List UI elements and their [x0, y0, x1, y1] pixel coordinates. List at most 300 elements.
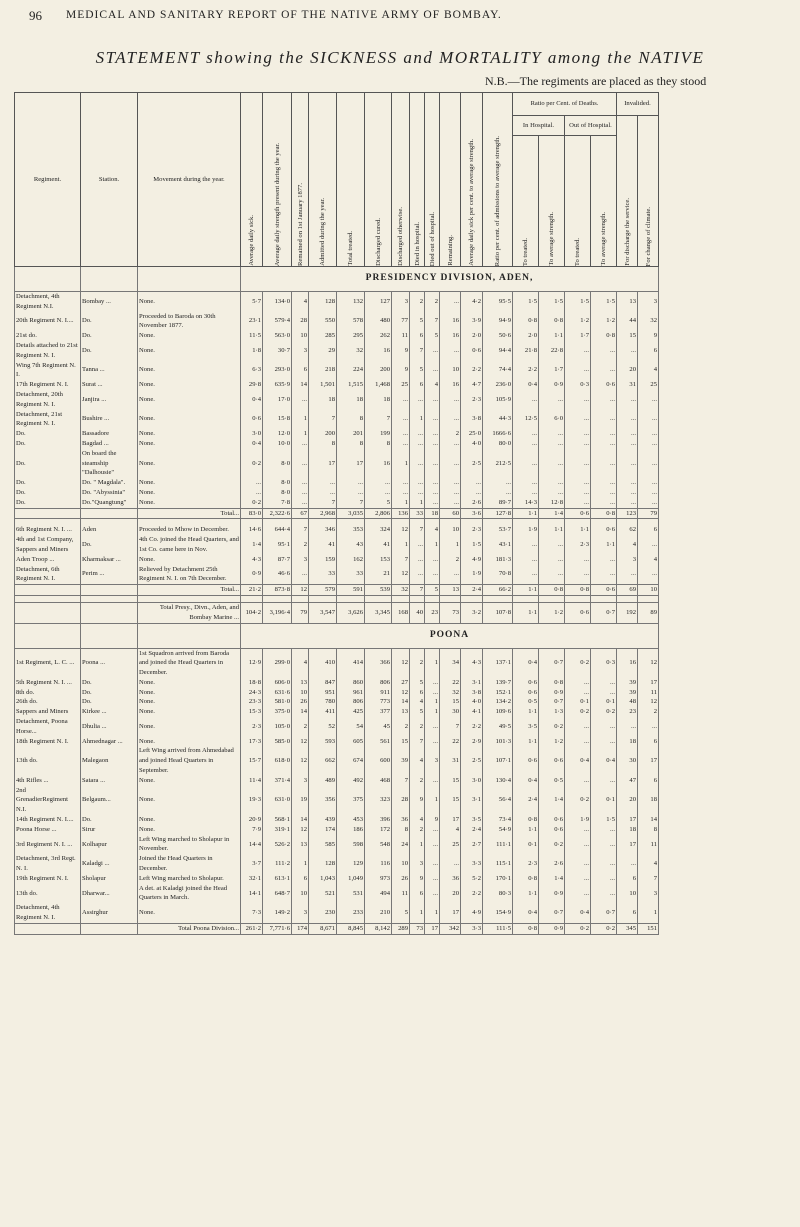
empty-cell [263, 595, 292, 602]
table-cell: 89·7 [483, 498, 513, 508]
table-cell: 44·3 [483, 410, 513, 430]
total-cell: 1·1 [513, 585, 539, 596]
total-label: Total Presy., Divn., Aden, and Bombay Marine ... [138, 602, 241, 623]
table-cell: 52 [309, 717, 337, 737]
table-cell: 1 [392, 535, 410, 555]
table-cell: ... [638, 498, 659, 508]
total-cell: 0·6 [565, 602, 591, 623]
table-cell: None. [138, 678, 241, 688]
table-cell: Do. [15, 498, 81, 508]
section-heading-row [15, 267, 659, 292]
table-cell: 10 [292, 884, 309, 904]
table-cell: 4·0 [461, 697, 483, 707]
table-cell: 2 [392, 717, 410, 737]
table-cell: Janjira ... [81, 390, 138, 410]
total-cell: 0·9 [539, 923, 565, 934]
empty-cell [638, 595, 659, 602]
table-cell: 0·6 [539, 825, 565, 835]
header-inv-climate: For change of climate. [644, 206, 652, 266]
table-cell: 1,049 [337, 874, 365, 884]
total-cell [81, 508, 138, 519]
table-cell: 7 [410, 341, 425, 361]
table-cell: 4 [440, 825, 461, 835]
table-cell: 15 [392, 737, 410, 747]
table-cell: 105·0 [263, 717, 292, 737]
total-cell: 591 [337, 585, 365, 596]
table-cell: ... [591, 488, 617, 498]
table-cell: 0·4 [241, 439, 263, 449]
table-cell: ... [440, 439, 461, 449]
table-cell: 132 [337, 292, 365, 312]
total-cell: 289 [392, 923, 410, 934]
total-label: Total... [138, 508, 241, 519]
table-cell: 1st Regiment, L. C. ... [15, 648, 81, 678]
table-cell: 16 [365, 341, 392, 361]
table-cell: ... [591, 498, 617, 508]
table-cell: 600 [365, 746, 392, 775]
table-cell: 1·1 [513, 707, 539, 717]
table-cell: 32 [337, 341, 365, 361]
table-cell: ... [638, 390, 659, 410]
table-cell: 1·5 [513, 292, 539, 312]
table-row [15, 776, 659, 786]
table-cell: 2·5 [461, 746, 483, 775]
table-cell: 578 [337, 312, 365, 332]
total-cell: 73 [440, 602, 461, 623]
table-cell: ... [617, 410, 638, 430]
table-cell: 396 [365, 815, 392, 825]
table-cell: 14·4 [241, 835, 263, 855]
table-cell: 3·1 [461, 678, 483, 688]
table-cell: 285 [309, 331, 337, 341]
table-cell: 356 [309, 786, 337, 815]
total-cell: 3,035 [337, 508, 365, 519]
empty-cell [513, 595, 539, 602]
table-cell: 2·6 [461, 498, 483, 508]
table-cell: 439 [309, 815, 337, 825]
table-row [15, 786, 659, 815]
total-cell: 3,626 [337, 602, 365, 623]
table-cell: 17 [617, 815, 638, 825]
table-row [15, 717, 659, 737]
table-cell: ... [425, 390, 440, 410]
total-cell: 89 [638, 602, 659, 623]
table-cell: 15 [440, 697, 461, 707]
table-cell: 73·4 [483, 815, 513, 825]
total-cell: 123 [617, 508, 638, 519]
table-cell: 224 [337, 361, 365, 381]
total-cell: 1·1 [513, 508, 539, 519]
table-cell: 0·6 [241, 410, 263, 430]
total-cell: 3,547 [309, 602, 337, 623]
table-cell: 3 [292, 903, 309, 923]
table-cell: None. [138, 478, 241, 488]
table-row [15, 439, 659, 449]
table-cell: ... [565, 884, 591, 904]
table-cell: 116 [365, 854, 392, 874]
table-cell: Sirur [81, 825, 138, 835]
table-cell: Dhulia ... [81, 717, 138, 737]
table-cell: 0·6 [461, 341, 483, 361]
table-cell: ... [425, 678, 440, 688]
table-cell: ... [617, 449, 638, 478]
table-cell: 0·7 [539, 903, 565, 923]
table-cell: None. [138, 688, 241, 698]
table-cell: 11 [638, 688, 659, 698]
table-cell: 2·9 [461, 737, 483, 747]
table-cell: ... [241, 478, 263, 488]
table-cell: 10 [292, 331, 309, 341]
table-row [15, 688, 659, 698]
table-cell: 16 [617, 648, 638, 678]
table-cell: ... [425, 825, 440, 835]
table-cell: 74·4 [483, 361, 513, 381]
table-cell: ... [425, 449, 440, 478]
table-cell: 1·5 [565, 292, 591, 312]
table-cell: 14·3 [513, 498, 539, 508]
table-cell: 323 [365, 786, 392, 815]
table-row [15, 341, 659, 361]
table-row [15, 361, 659, 381]
table-cell: ... [565, 390, 591, 410]
table-cell: ... [241, 488, 263, 498]
table-cell: ... [513, 439, 539, 449]
table-cell: 233 [337, 903, 365, 923]
table-cell: 7 [392, 776, 410, 786]
total-cell [15, 585, 81, 596]
table-cell: 1·1 [539, 331, 565, 341]
table-cell: 7 [309, 498, 337, 508]
table-cell: None. [138, 292, 241, 312]
table-cell: 1·8 [241, 341, 263, 361]
table-cell: Do. [15, 488, 81, 498]
table-cell: 80·0 [483, 439, 513, 449]
table-cell: ... [440, 410, 461, 430]
table-cell: 105·9 [483, 390, 513, 410]
table-cell: Do. [15, 478, 81, 488]
table-cell: 2·6 [539, 854, 565, 874]
table-cell: 0·2 [565, 786, 591, 815]
table-cell: 12 [392, 565, 410, 585]
empty-cell [365, 595, 392, 602]
table-cell: 1 [410, 410, 425, 430]
table-cell: ... [425, 737, 440, 747]
empty-cell [15, 267, 81, 292]
table-cell: ... [565, 488, 591, 498]
total-cell: 0·8 [565, 585, 591, 596]
table-cell: ... [461, 488, 483, 498]
table-cell: 0·1 [513, 835, 539, 855]
table-cell: 19 [292, 786, 309, 815]
total-cell: 2,968 [309, 508, 337, 519]
table-cell: 0·7 [539, 697, 565, 707]
table-cell: 2 [410, 292, 425, 312]
table-cell: 7 [410, 525, 425, 535]
table-cell: ... [638, 717, 659, 737]
table-cell: 1 [440, 535, 461, 555]
table-row [15, 555, 659, 565]
table-cell: 353 [337, 525, 365, 535]
table-cell: 26th do. [15, 697, 81, 707]
header-out-strength: To average strength. [600, 212, 607, 266]
table-cell: 4th Rifles ... [15, 776, 81, 786]
table-cell: None. [138, 825, 241, 835]
header-inv-service: For discharge the service. [623, 198, 631, 266]
table-cell: 9 [425, 815, 440, 825]
table-cell: 2·4 [513, 786, 539, 815]
table-cell: 1·5 [591, 292, 617, 312]
total-cell: 1·4 [539, 508, 565, 519]
table-cell: 111·2 [263, 854, 292, 874]
empty-cell [410, 595, 425, 602]
total-cell: 104·2 [241, 602, 263, 623]
table-cell: ... [617, 488, 638, 498]
total-cell: 3·2 [461, 602, 483, 623]
table-cell: ... [565, 825, 591, 835]
table-cell: 115·1 [483, 854, 513, 874]
total-cell: 0·8 [591, 508, 617, 519]
table-cell: 9 [410, 786, 425, 815]
table-cell: 806 [337, 697, 365, 707]
table-cell: ... [410, 535, 425, 555]
table-cell: ... [292, 498, 309, 508]
table-cell: 3 [292, 555, 309, 565]
table-cell: ... [591, 410, 617, 430]
table-cell: 5th Regiment N. I. ... [15, 678, 81, 688]
table-cell: 5·2 [461, 874, 483, 884]
total-cell: 136 [392, 508, 410, 519]
table-cell: 134·0 [263, 292, 292, 312]
table-cell: 12 [292, 825, 309, 835]
table-cell: 1 [425, 786, 440, 815]
empty-cell [138, 267, 241, 292]
total-cell: 151 [638, 923, 659, 934]
header-adm-pct: Ratio per cent. of admissions to average strength. [494, 135, 501, 266]
table-cell: ... [617, 341, 638, 361]
table-cell: 4 [410, 697, 425, 707]
table-cell: 1 [392, 449, 410, 478]
table-cell: 6 [617, 903, 638, 923]
table-cell: 0·2 [591, 707, 617, 717]
table-row [15, 449, 659, 478]
table-cell: 7 [292, 525, 309, 535]
table-cell: ... [591, 341, 617, 361]
header-died-in: Died in hospital. [413, 222, 421, 266]
table-cell: 324 [365, 525, 392, 535]
total-cell: 1·1 [513, 602, 539, 623]
table-row [15, 525, 659, 535]
table-cell: 13 [292, 835, 309, 855]
table-cell: 521 [309, 884, 337, 904]
table-cell: 200 [309, 429, 337, 439]
table-cell: 375 [337, 786, 365, 815]
table-cell: 62 [617, 525, 638, 535]
table-cell: None. [138, 498, 241, 508]
table-cell: 0·1 [591, 786, 617, 815]
page-subtitle: N.B.—The regiments are placed as they stood [485, 74, 707, 88]
table-cell: Proceeded to Baroda on 30th November 1877. [138, 312, 241, 332]
table-cell: ... [565, 835, 591, 855]
table-row [15, 565, 659, 585]
table-cell: 4 [638, 555, 659, 565]
table-cell: Do. [15, 449, 81, 478]
table-row [15, 746, 659, 775]
table-cell: 44 [617, 312, 638, 332]
total-cell: 3,196·4 [263, 602, 292, 623]
table-cell: 1 [425, 535, 440, 555]
total-cell: 21·2 [241, 585, 263, 596]
table-cell: 0·7 [591, 903, 617, 923]
table-cell: 12 [638, 697, 659, 707]
table-cell: 5 [410, 361, 425, 381]
table-cell: 1·2 [591, 312, 617, 332]
table-cell: None. [138, 488, 241, 498]
table-cell: 18 [309, 390, 337, 410]
table-cell: 95·1 [263, 535, 292, 555]
table-cell: Ahmednagar ... [81, 737, 138, 747]
total-cell: 0·6 [565, 508, 591, 519]
table-cell: 0·4 [513, 648, 539, 678]
table-cell: 107·1 [483, 746, 513, 775]
table-cell: ... [617, 429, 638, 439]
table-cell: ... [591, 688, 617, 698]
table-cell: 606·0 [263, 678, 292, 688]
table-row [15, 292, 659, 312]
table-cell: Poona ... [81, 648, 138, 678]
table-cell: ... [410, 478, 425, 488]
table-cell: Wing 7th Regiment N. I. [15, 361, 81, 381]
table-cell: 613·1 [263, 874, 292, 884]
total-cell: 2·4 [461, 585, 483, 596]
table-cell: 0·6 [513, 678, 539, 688]
table-cell: 414 [337, 648, 365, 678]
total-cell: 342 [440, 923, 461, 934]
table-cell: 20 [440, 884, 461, 904]
table-cell: 425 [337, 707, 365, 717]
table-cell: 201 [337, 429, 365, 439]
table-cell: None. [138, 439, 241, 449]
total-cell: 2,322·6 [263, 508, 292, 519]
table-cell: 1 [410, 498, 425, 508]
table-cell: 662 [309, 746, 337, 775]
table-cell: ... [513, 478, 539, 488]
header-remaining: Remaining. [446, 235, 454, 266]
table-cell: 199 [365, 429, 392, 439]
page-title: STATEMENT showing the SICKNESS and MORTALITY among the NATIVE [95, 48, 705, 67]
table-cell: ... [410, 565, 425, 585]
empty-cell [81, 623, 138, 648]
table-cell: ... [425, 498, 440, 508]
total-row [15, 585, 659, 596]
table-cell: 4 [410, 746, 425, 775]
table-cell: Poona Horse ... [15, 825, 81, 835]
table-cell: 299·0 [263, 648, 292, 678]
table-cell: 10 [440, 525, 461, 535]
table-cell: 7·8 [263, 498, 292, 508]
total-cell: 8,671 [309, 923, 337, 934]
total-cell: 111·5 [483, 923, 513, 934]
table-cell: 17 [638, 678, 659, 688]
table-row [15, 678, 659, 688]
table-cell: 568·1 [263, 815, 292, 825]
table-cell: 218 [309, 361, 337, 381]
table-cell: 20 [617, 786, 638, 815]
table-cell: 137·1 [483, 648, 513, 678]
table-row [15, 874, 659, 884]
table-cell: 48 [617, 697, 638, 707]
table-cell: 4·9 [461, 903, 483, 923]
table-cell: ... [440, 478, 461, 488]
table-cell: ... [565, 429, 591, 439]
table-cell: 4th Co. joined the Head Quarters, and 1st Co. came here in Nov. [139, 536, 239, 553]
table-cell: 262 [365, 331, 392, 341]
table-cell: ... [617, 439, 638, 449]
table-cell: 15 [440, 776, 461, 786]
table-cell: Detachment, 20th Regiment N. I. [15, 390, 81, 410]
table-cell: 39 [392, 746, 410, 775]
table-cell: ... [425, 488, 440, 498]
table-cell: None. [138, 776, 241, 786]
table-cell: ... [591, 429, 617, 439]
table-cell: None. [138, 380, 241, 390]
table-cell: 806 [365, 678, 392, 688]
table-cell: ... [410, 449, 425, 478]
table-cell: 6th Regiment N. I. ... [15, 525, 81, 535]
table-cell: ... [565, 717, 591, 737]
table-cell: 4 [292, 292, 309, 312]
table-cell: ... [440, 449, 461, 478]
table-cell: 1·1 [513, 825, 539, 835]
table-cell: Sappers and Miners [15, 707, 81, 717]
table-cell: 212·5 [483, 449, 513, 478]
table-cell: 3·5 [461, 815, 483, 825]
table-cell: Surat ... [81, 380, 138, 390]
total-label: Total... [138, 585, 241, 596]
table-cell: ... [292, 390, 309, 410]
header-in-hospital: In Hospital. [513, 116, 565, 136]
table-cell: 19·3 [241, 786, 263, 815]
total-cell: 0·7 [591, 602, 617, 623]
table-cell: 550 [309, 312, 337, 332]
section-heading-row [15, 623, 659, 648]
table-cell: 3·0 [461, 776, 483, 786]
table-cell: ... [565, 874, 591, 884]
table-cell: 3 [425, 746, 440, 775]
table-cell: 2·5 [461, 449, 483, 478]
table-cell: Kharmaksar ... [81, 555, 138, 565]
table-cell: 3 [292, 341, 309, 361]
table-cell: 22 [440, 737, 461, 747]
table-cell: ... [591, 835, 617, 855]
table-cell: None. [138, 555, 241, 565]
table-cell: 3 [638, 292, 659, 312]
table-cell: 49·5 [483, 717, 513, 737]
table-cell: 0·4 [513, 380, 539, 390]
table-row [15, 429, 659, 439]
table-row [15, 903, 659, 923]
table-cell: Detachment, 6th Regiment N. I. [15, 565, 81, 585]
table-cell: 0·2 [565, 707, 591, 717]
table-cell: ... [591, 565, 617, 585]
table-cell: ... [591, 449, 617, 478]
table-cell: 0·7 [539, 648, 565, 678]
table-cell: Kaladgi ... [81, 854, 138, 874]
table-cell: 10 [392, 854, 410, 874]
table-cell: ... [539, 478, 565, 488]
table-cell: ... [425, 835, 440, 855]
table-cell: None. [138, 786, 241, 815]
table-cell: 1st Squadron arrived from Baroda and joined the Head Quarters in December. [138, 648, 241, 678]
